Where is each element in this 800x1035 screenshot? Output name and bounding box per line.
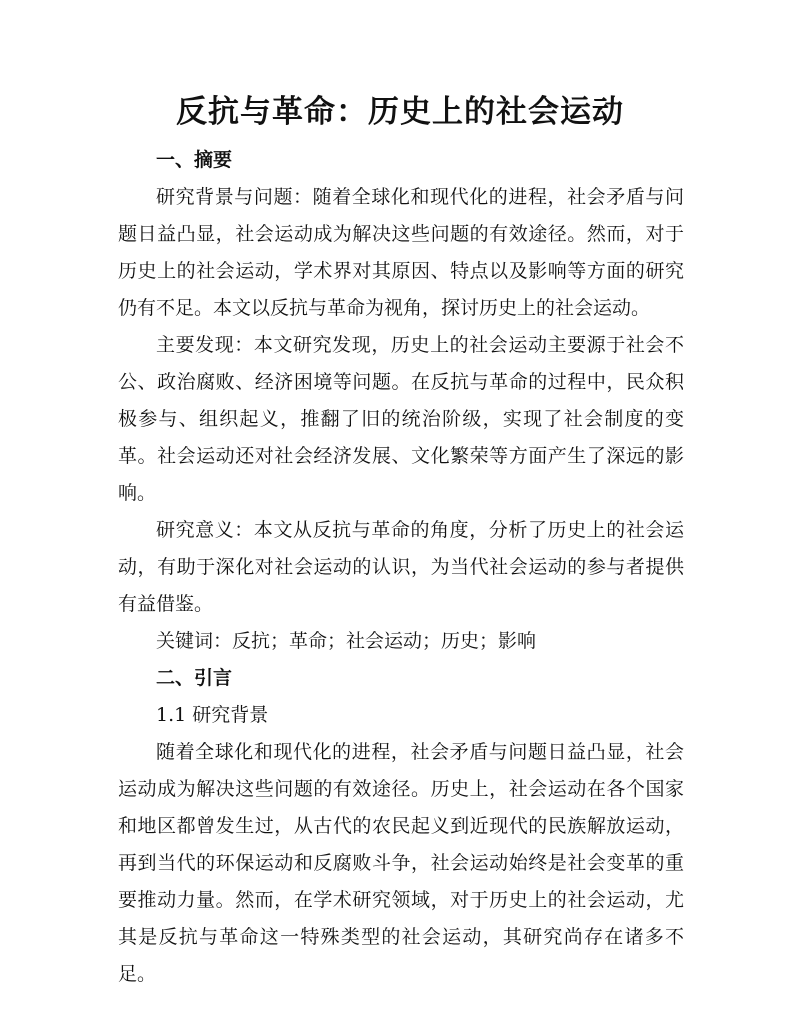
research-background-subheading: 1.1 研究背景 [156, 704, 269, 726]
document-title: 反抗与革命：历史上的社会运动 [176, 94, 624, 130]
introduction-paragraph: 随着全球化和现代化的进程，社会矛盾与问题日益凸显，社会运动成为解决这些问题的有效途径。历史上，社会运动在各个国家和地区都曾发生过，从古代的农民起义到近现代的民族解放运动，再到当代的环保运动和反腐败斗争，社会运动始终是社会变革的重要推动力量。然而，在学术研究领域，对于历史上的社会运动，尤其是反抗与革命这一特殊类型的社会运动，其研究尚存在诸多不足。 [118, 741, 684, 985]
abstract-paragraph-significance: 研究意义：本文从反抗与革命的角度，分析了历史上的社会运动，有助于深化对社会运动的认识，为当代社会运动的参与者提供有益借鉴。 [118, 519, 684, 615]
document-body [118, 142, 684, 993]
abstract-paragraph-findings: 主要发现：本文研究发现，历史上的社会运动主要源于社会不公、政治腐败、经济困境等问题。在反抗与革命的过程中，民众积极参与、组织起义，推翻了旧的统治阶级，实现了社会制度的变革。社会运动还对社会经济发展、文化繁荣等方面产生了深远的影响。 [118, 334, 684, 504]
introduction-heading: 二、引言 [156, 667, 233, 689]
abstract-heading: 一、摘要 [156, 149, 233, 171]
keywords-line: 关键词：反抗；革命；社会运动；历史；影响 [156, 630, 537, 652]
abstract-paragraph-background: 研究背景与问题：随着全球化和现代化的进程，社会矛盾与问题日益凸显，社会运动成为解决这些问题的有效途径。然而，对于历史上的社会运动，学术界对其原因、特点以及影响等方面的研究仍有不足。本文以反抗与革命为视角，探讨历史上的社会运动。 [118, 186, 684, 319]
